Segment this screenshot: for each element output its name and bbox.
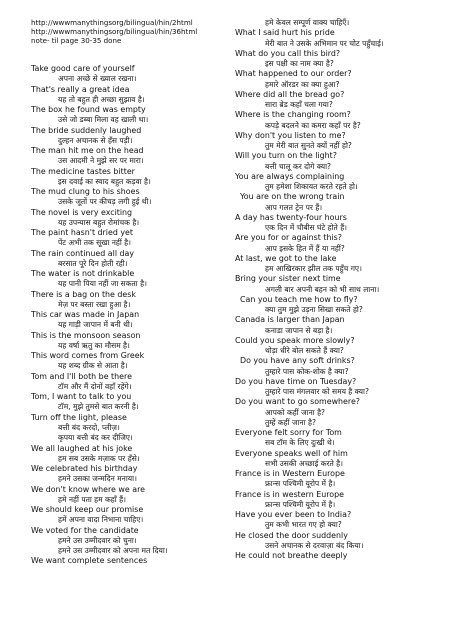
hindi-translation: हम आखिरकार झील तक पहुँच गए। <box>265 264 362 273</box>
english-sentence: That's really a great idea <box>31 84 130 94</box>
note-line: note- til page 30-35 done <box>31 36 122 46</box>
sentence-pair <box>235 131 453 152</box>
english-sentence: The water is not drinkable <box>31 269 135 279</box>
english-sentence: France is in western Europe <box>235 489 344 499</box>
hindi-translation: उस आदमी ने मुझे सर पर मारा। <box>58 156 144 166</box>
english-sentence: The bride suddenly laughed <box>31 125 142 135</box>
hindi-translation: यह गाड़ी जापान में बनी थी। <box>58 320 133 330</box>
english-sentence: The man hit me on the head <box>31 146 144 156</box>
english-sentence: Do you want to go somewhere? <box>235 397 360 407</box>
english-sentence: Do you have time on Tuesday? <box>235 376 357 386</box>
sentence-pair <box>235 90 453 111</box>
hindi-translation: मेज़ पर बस्ता रखा हुआ है। <box>58 299 131 309</box>
english-sentence: Canada is larger than Japan <box>235 315 345 325</box>
right-sentence-list <box>235 18 453 561</box>
hindi-translation: तुम्हारे पास मंगलवार को समय है क्या? <box>265 387 369 396</box>
sentence-pair <box>31 372 249 393</box>
sentence-pair <box>235 69 453 90</box>
sentence-pair <box>31 249 249 270</box>
sentence-pair <box>31 351 249 372</box>
sentence-pair <box>31 331 249 352</box>
sentence-pair <box>235 49 453 70</box>
english-sentence: We all laughed at his joke <box>31 443 133 453</box>
left-sentence-list <box>31 64 249 566</box>
hindi-translation: हमने उसका जन्मदिन मनाया। <box>58 474 137 484</box>
hindi-translation: हमें अपना वादा निभाना चाहिए। <box>58 515 144 525</box>
sentence-pair <box>235 551 453 561</box>
english-sentence: Why don't you listen to me? <box>235 130 346 140</box>
hindi-translation: फ्रान्स पश्चिमी यूरोप में है। <box>265 479 336 489</box>
sentence-pair <box>235 397 453 418</box>
sentence-pair <box>235 151 453 172</box>
sentence-pair <box>235 336 453 357</box>
sentence-pair <box>31 208 249 229</box>
english-sentence: Will you turn on the light? <box>235 151 337 161</box>
source-url: http://wwwmanythingsorg/bilingual/hin/36html <box>31 27 198 37</box>
english-sentence: We want complete sentences <box>31 556 148 566</box>
english-sentence: You are on the wrong train <box>240 192 345 202</box>
english-sentence: At last, we got to the lake <box>235 253 337 263</box>
english-sentence: Everyone speaks well of him <box>235 448 348 458</box>
english-sentence: Where did all the bread go? <box>235 89 345 99</box>
english-sentence: Take good care of yourself <box>31 64 135 74</box>
hindi-translation: हम सब उसके मज़ाक पर हँसे। <box>58 453 140 463</box>
sentence-pair <box>31 464 249 485</box>
english-sentence: This car was made in Japan <box>31 310 140 320</box>
english-sentence: This is the monsoon season <box>31 330 141 340</box>
hindi-translation: क्या तुम मुझे उड़ना सिखा सकते हो? <box>265 305 363 314</box>
hindi-translation: आपको कहीं जाना है? <box>265 407 326 417</box>
hindi-translation: मेरी बात ने उसके अभिमान पर चोट पहुँचाई। <box>265 38 384 48</box>
hindi-translation: तुम मेरी बात सुनते क्यों नहीं हो? <box>265 141 352 150</box>
right-column <box>235 18 453 561</box>
sentence-pair <box>31 392 249 413</box>
sentence-pair <box>31 433 249 443</box>
sentence-pair <box>31 310 249 331</box>
hindi-translation: कपड़े बदलने का कमरा कहाँ पर है? <box>265 120 361 130</box>
sentence-pair <box>235 213 453 234</box>
hindi-translation: हमने उस उम्मीदवार को अपना मत दिया। <box>58 546 168 556</box>
sentence-pair <box>235 110 453 131</box>
english-sentence: France is in Western Europe <box>235 469 345 479</box>
sentence-pair <box>31 105 249 126</box>
sentence-pair <box>235 510 453 531</box>
sentence-pair <box>235 295 453 316</box>
hindi-translation: अगली बार अपनी बहन को भी साथ लाना। <box>265 284 380 294</box>
sentence-pair <box>31 444 249 465</box>
english-sentence: What happened to our order? <box>235 69 352 79</box>
english-sentence: There is a bag on the desk <box>31 289 136 299</box>
sentence-pair <box>235 377 453 398</box>
hindi-translation: यह वर्षा ऋतु का मौसम है। <box>58 340 130 350</box>
english-sentence: Are you for or against this? <box>235 233 342 243</box>
english-sentence: We voted for the candidate <box>31 525 139 535</box>
hindi-translation: सारा ब्रेड कहाँ चला गया? <box>265 100 333 109</box>
hindi-translation: दुल्हन अचानक से हँस पड़ी। <box>58 135 133 145</box>
sentence-pair <box>31 228 249 249</box>
hindi-translation: एक दिन में चौबीस घंटे होते हैं। <box>265 223 348 232</box>
sentence-pair <box>31 556 249 566</box>
sentence-pair <box>235 531 453 552</box>
sentence-pair <box>31 187 249 208</box>
english-sentence: Could you speak more slowly? <box>235 335 355 345</box>
hindi-translation: उसके जूतों पर कीचड़ लगी हुई थी। <box>58 197 152 207</box>
hindi-translation: हमारे ऑरडर का क्या हुआ? <box>265 79 340 89</box>
english-sentence: Turn off the light, please <box>31 412 127 422</box>
english-sentence: Tom and I'll both be there <box>31 371 132 381</box>
hindi-translation: कनाडा जापान से बड़ा है। <box>265 325 333 335</box>
hindi-translation: हमने उस उम्मीदवार को चुना। <box>58 535 137 545</box>
sentence-pair <box>235 254 453 275</box>
hindi-translation: सब टॉम के लिए दुःखी थे। <box>265 438 335 448</box>
sentence-pair <box>235 172 453 193</box>
sentence-pair <box>31 269 249 290</box>
sentence-pair <box>235 315 453 336</box>
sentence-pair <box>31 64 249 85</box>
english-sentence: What I said hurt his pride <box>235 28 335 38</box>
sentence-pair <box>235 274 453 295</box>
sentence-pair <box>31 546 249 556</box>
hindi-translation: उसने अचानक से दरवाज़ा बंद किया। <box>265 540 364 550</box>
hindi-translation: पेंट अभी तक सूखा नहीं है। <box>58 238 131 248</box>
english-sentence: The box he found was empty <box>31 105 146 115</box>
sentence-pair <box>235 490 453 511</box>
english-sentence: Tom, I want to talk to you <box>31 392 132 402</box>
sentence-pair <box>235 356 453 377</box>
sentence-pair <box>31 413 249 434</box>
hindi-translation: यह पानी पिया नहीं जा सकता है। <box>58 279 147 289</box>
hindi-translation: थोड़ा धीरे बोल सकते हैं क्या? <box>265 346 344 355</box>
hindi-translation: टॉम, मुझे तुमसे बात करनी है। <box>58 402 139 412</box>
hindi-translation: बत्ती बंद करदो, प्लीज़। <box>58 422 120 432</box>
sentence-pair <box>235 192 453 213</box>
sentence-pair <box>31 505 249 526</box>
left-column <box>31 18 249 567</box>
hindi-translation: इस दवाई का स्वाद बहुत कड़वा है। <box>58 176 151 186</box>
sentence-pair <box>235 418 453 428</box>
english-sentence: The rain continued all day <box>31 248 135 258</box>
sentence-pair <box>31 290 249 311</box>
hindi-translation: बत्ती चालू कर दोगे क्या? <box>265 161 331 171</box>
english-sentence: You are always complaining <box>235 171 345 181</box>
english-sentence: We celebrated his birthday <box>31 464 138 474</box>
hindi-translation: यह शब्द ग्रीक से आता है। <box>58 361 128 371</box>
english-sentence: He closed the door suddenly <box>235 530 348 540</box>
hindi-translation: सभी उसकी अच्छाई करते है। <box>265 458 344 468</box>
english-sentence: Do you have any soft drinks? <box>240 356 355 366</box>
hindi-translation: तुम हमेशा शिकायत करते रहते हो। <box>265 182 358 191</box>
english-sentence: The mud clung to his shoes <box>31 187 140 197</box>
sentence-pair <box>235 28 453 49</box>
sentence-pair <box>235 449 453 470</box>
sentence-pair <box>235 469 453 490</box>
hindi-translation: तुम्हारे पास कोक-शोक है क्या? <box>265 366 349 376</box>
hindi-translation: इस पक्षी का नाम क्या है? <box>265 59 334 68</box>
sentence-pair <box>31 485 249 506</box>
english-sentence: We don't know where we are <box>31 484 145 494</box>
sentence-pair <box>31 146 249 167</box>
hindi-translation: बरसात पूरे दिन होती रही। <box>58 258 128 268</box>
hindi-translation: आप गलत ट्रेन पर हैं। <box>265 202 323 212</box>
english-sentence: What do you call this bird? <box>235 48 341 58</box>
english-sentence: Can you teach me how to fly? <box>240 294 358 304</box>
hindi-translation: कृपया बत्ती बंद कर दीजिए। <box>58 433 133 443</box>
hindi-translation: तुम कभी भारत गए हो क्या? <box>265 520 342 530</box>
english-sentence: The novel is very exciting <box>31 207 133 217</box>
hindi-translation: तुम्हें कहीं जाना है? <box>265 417 316 427</box>
sentence-pair <box>31 85 249 106</box>
hindi-translation: टॉम और मैं दोनों वहाँ रहेंगे। <box>58 381 132 391</box>
source-url: http://wwwmanythingsorg/bilingual/hin/2html <box>31 18 193 27</box>
english-sentence: This word comes from Greek <box>31 351 145 361</box>
sentence-pair <box>235 233 453 254</box>
header-notes <box>31 18 249 45</box>
english-sentence: Where is the changing room? <box>235 110 351 120</box>
hindi-translation: हमे नहीं पता हम कहाँ हैं। <box>58 494 126 504</box>
hindi-translation: यह उपन्यास बहुत रोमांचक है। <box>58 217 140 227</box>
english-sentence: Bring your sister next time <box>235 274 341 284</box>
sentence-pair <box>235 18 453 28</box>
hindi-translation: यह तो बहुत ही अच्छा सुझाव है। <box>58 94 145 104</box>
hindi-translation: आप इसके हित में हैं या नहीं? <box>265 243 345 253</box>
sentence-pair <box>31 526 249 547</box>
english-sentence: Everyone felt sorry for Tom <box>235 428 342 438</box>
english-sentence: He could not breathe deeply <box>235 551 348 561</box>
sentence-pair <box>31 126 249 147</box>
sentence-pair <box>31 167 249 188</box>
sentence-pair <box>235 428 453 449</box>
hindi-translation: अपना अच्छे से ख्याल रखना। <box>58 74 137 84</box>
english-sentence: The paint hasn't dried yet <box>31 228 133 238</box>
english-sentence: Have you ever been to India? <box>235 510 352 520</box>
hindi-translation: हमे केवल सम्पूर्ण वाक्य चाहिएँ। <box>265 18 350 27</box>
english-sentence: The medicine tastes bitter <box>31 166 135 176</box>
hindi-translation: उसे जो डब्बा मिला वह खाली था। <box>58 115 149 125</box>
hindi-translation: फ्रान्स पश्चिमी यूरोप में है। <box>265 499 336 509</box>
english-sentence: We should keep our promise <box>31 505 144 515</box>
english-sentence: A day has twenty-four hours <box>235 212 347 222</box>
